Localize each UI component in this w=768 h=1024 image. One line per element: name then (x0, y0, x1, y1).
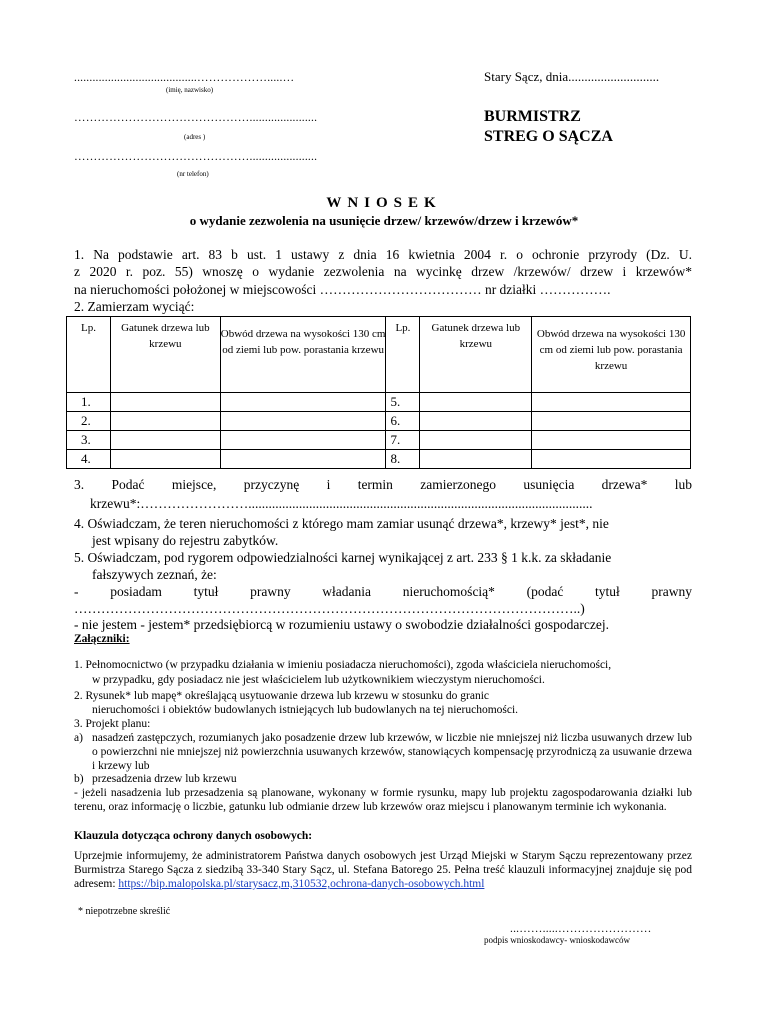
point-1-line-1: 1. Na podstawie art. 83 b ust. 1 ustawy z dnia 16 kwietnia 2004 r. o ochronie przyrody (Dz. U. (74, 247, 692, 262)
species-cell[interactable] (420, 450, 532, 469)
footnote: * niepotrzebne skreślić (78, 906, 171, 917)
attachment-3-note: - jeżeli nasadzenia lub przesadzenia są planowane, wykonany w formie rysunku, mapy lub projektu zagospodarowania działki lub terenu, oraz informację o liczbie, gatunku lub odmianie drzew lub krzewów oraz miejscu i planowanym terminie ich wykonania. (74, 787, 692, 813)
species-cell[interactable] (110, 450, 220, 469)
header-species-right: Gatunek drzewa lub krzewu (420, 317, 532, 393)
header-lp: Lp. (67, 317, 111, 393)
gdpr-body: Uprzejmie informujemy, że administratorem Państwa danych osobowych jest Urząd Miejski w Starym Sączu reprezentowany przez Burmistrza Starego Sącza z siedzibą 33-340 Stary Sącz, ul. Stefana Batorego 25. Pełna treść klauzuli informacyjnej znajduje się pod adresem: (74, 850, 692, 890)
page-subtitle: o wydanie zezwolenia na usunięcie drzew/ krzewów/drzew i krzewów* (189, 213, 579, 228)
signature-label: podpis wnioskodawcy- wnioskodawców (484, 935, 630, 945)
point-1-line-2: z 2020 r. poz. 55) wnoszę o wydanie zezwolenia na wycinkę drzew /krzewów/ drzew i krzewów* (74, 264, 692, 279)
row-number: 8. (386, 450, 420, 469)
office-line-1: BURMISTRZ (484, 108, 581, 125)
species-cell[interactable] (110, 412, 220, 431)
circumference-cell[interactable] (220, 431, 386, 450)
row-number: 4. (67, 450, 111, 469)
phone-label: (nr telefon) (177, 170, 209, 178)
attachments-heading: Załączniki: (74, 633, 130, 645)
signature-line: ...…….....…………………… (510, 923, 652, 935)
row-number: 3. (67, 431, 111, 450)
page-title: WNIOSEK (326, 195, 442, 211)
name-line: ........................................……………….....… (74, 72, 295, 84)
gdpr-link[interactable]: https://bip.malopolska.pl/starysacz,m,310532,ochrona-danych-osobowych.html (118, 878, 485, 890)
circumference-cell[interactable] (532, 393, 691, 412)
header-circumference-right: Obwód drzewa na wysokości 130 cm od ziemi lub pow. porastania krzewu (532, 317, 691, 393)
table-header-row (67, 317, 691, 393)
gdpr-text (74, 849, 692, 891)
species-cell[interactable] (420, 393, 532, 412)
point-4-line-2: jest wpisany do rejestru zabytków. (92, 533, 279, 548)
table-row (67, 393, 691, 412)
entrepreneur-statement: - nie jestem - jestem* przedsiębiorcą w rozumieniu ustawy o swobodzie działalności gospodarczej. (74, 617, 609, 632)
attachment-1-line-1: 1. Pełnomocnictwo (w przypadku działania w imieniu posiadacza nieruchomości), zgoda właściciela nieruchomości, (74, 659, 612, 671)
phone-line: ………………………………………...................... (74, 151, 318, 163)
point-5-line-2: fałszywych zeznań, że: (92, 567, 217, 582)
row-number: 7. (386, 431, 420, 450)
attachment-3a-marker: a) (74, 732, 83, 744)
table-row (67, 431, 691, 450)
trees-table (66, 316, 691, 469)
circumference-cell[interactable] (532, 431, 691, 450)
point-3-line-2: krzewu*:……………………...................................................................................................... (90, 496, 593, 511)
table-row (67, 450, 691, 469)
circumference-cell[interactable] (220, 450, 386, 469)
header-circumference: Obwód drzewa na wysokości 130 cm od ziemi lub pow. porastania krzewu (220, 317, 386, 393)
row-number: 2. (67, 412, 111, 431)
legal-title-line-1: - posiadam tytuł prawny władania nieruchomością* (podać tytuł prawny (74, 584, 692, 599)
point-2: 2. Zamierzam wyciąć: (74, 299, 195, 314)
point-4-line-1: 4. Oświadczam, że teren nieruchomości z którego mam zamiar usunąć drzewa*, krzewy* jest*, nie (74, 516, 609, 531)
circumference-cell[interactable] (220, 412, 386, 431)
header-species: Gatunek drzewa lub krzewu (110, 317, 220, 393)
circumference-cell[interactable] (532, 450, 691, 469)
species-cell[interactable] (110, 393, 220, 412)
point-1-line-3: na nieruchomości położonej w miejscowości ……………………………… nr działki ……………. (74, 282, 611, 297)
row-number: 6. (386, 412, 420, 431)
attachment-2-line-1: 2. Rysunek* lub mapę* określającą usytuowanie drzewa lub krzewu w stosunku do granic (74, 690, 490, 702)
attachment-3-heading: 3. Projekt planu: (74, 718, 151, 730)
header-lp-right: Lp. (386, 317, 420, 393)
attachment-1-line-2: w przypadku, gdy posiadacz nie jest właścicielem lub użytkownikiem wieczystym nieruchomości. (92, 674, 545, 686)
office-line-2: STREG O SĄCZA (484, 128, 613, 145)
city-date: Stary Sącz, dnia............................ (484, 69, 660, 84)
species-cell[interactable] (420, 431, 532, 450)
legal-title-line-2: …………………………………………………………………………………………………..) (74, 601, 585, 616)
point-3-line-1: 3. Podać miejsce, przyczynę i termin zamierzonego usunięcia drzewa* lub (74, 477, 692, 492)
address-label: (adres ) (184, 133, 206, 141)
attachment-3b-marker: b) (74, 773, 84, 785)
circumference-cell[interactable] (532, 412, 691, 431)
row-number: 5. (386, 393, 420, 412)
species-cell[interactable] (110, 431, 220, 450)
attachment-3a-text: nasadzeń zastępczych, rozumianych jako posadzenie drzew lub krzewów, w liczbie nie mniejszej niż liczba usuwanych drzew lub o powierzchni nie mniejszej niż powierzchnia usuwanych krzewów, stanowiących kompensację przyrodniczą za usuwanie drzewa i krzewy lub (92, 732, 692, 772)
circumference-cell[interactable] (220, 393, 386, 412)
row-number: 1. (67, 393, 111, 412)
species-cell[interactable] (420, 412, 532, 431)
gdpr-heading: Klauzula dotycząca ochrony danych osobowych: (74, 830, 313, 842)
name-label: (imię, nazwisko) (166, 86, 214, 94)
address-line: ………………………………………...................... (74, 112, 318, 124)
table-row (67, 412, 691, 431)
attachment-2-line-2: nieruchomości i obiektów budowlanych istniejących lub budowlanych na tej nieruchomości. (92, 704, 519, 716)
attachment-3b-text: przesadzenia drzew lub krzewu (92, 773, 237, 785)
point-5-line-1: 5. Oświadczam, pod rygorem odpowiedzialności karnej wynikającej z art. 233 § 1 k.k. za składanie (74, 550, 612, 565)
